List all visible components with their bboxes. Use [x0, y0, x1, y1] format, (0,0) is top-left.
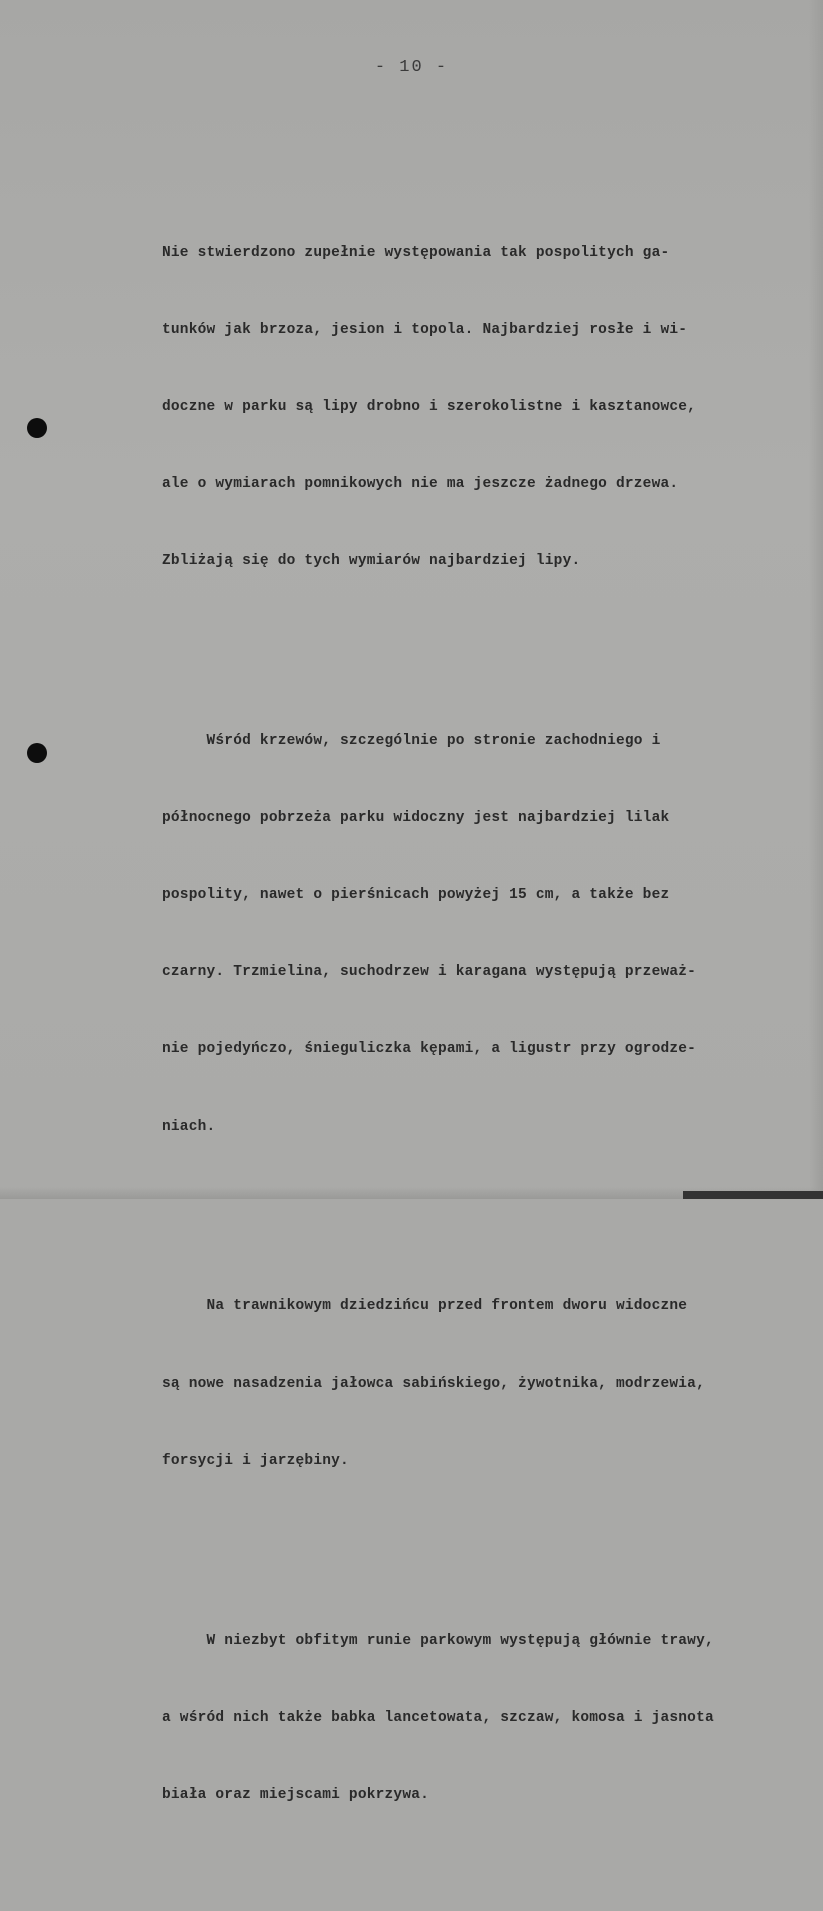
text-line: pospolity, nawet o pierśnicach powyżej 15 cm, a także bez	[162, 887, 670, 904]
page-number: - 10 -	[374, 58, 449, 77]
text-line: Nie stwierdzono zupełnie występowania tak pospolitych ga-	[162, 244, 670, 261]
text-line: W niezbyt obfitym runie parkowym występują głównie trawy,	[162, 1632, 714, 1649]
text-line: nie pojedyńczo, śnieguliczka kępami, a ligustr przy ogrodze-	[162, 1041, 697, 1058]
text-line: północnego pobrzeża parku widoczny jest najbardziej lilak	[162, 810, 670, 827]
typed-text-body	[162, 138, 822, 1911]
text-line: są nowe nasadzenia jałowca sabińskiego, żywotnika, modrzewia,	[162, 1375, 705, 1392]
text-line: ale o wymiarach pomnikowych nie ma jeszcze żadnego drzewa.	[162, 476, 679, 493]
text-line: biała oraz miejscami pokrzywa.	[162, 1786, 430, 1803]
paragraph-shrubs	[162, 678, 822, 1192]
text-line: Na trawnikowym dziedzińcu przed frontem dworu widoczne	[162, 1298, 688, 1315]
paragraph-trees	[162, 189, 822, 626]
text-line: forsycji i jarzębiny.	[162, 1452, 349, 1469]
text-line: tunków jak brzoza, jesion i topola. Najbardziej rosłe i wi-	[162, 321, 688, 338]
paragraph-undergrowth	[162, 1577, 822, 1860]
text-line: czarny. Trzmielina, suchodrzew i karagana występują przeważ-	[162, 964, 697, 981]
paragraph-courtyard	[162, 1243, 822, 1526]
punch-hole-lower	[27, 743, 47, 763]
text-line: a wśród nich także babka lancetowata, szczaw, komosa i jasnota	[162, 1709, 714, 1726]
text-line: doczne w parku są lipy drobno i szerokolistne i kasztanowce,	[162, 399, 697, 415]
text-line: Zbliżają się do tych wymiarów najbardziej lipy.	[162, 553, 581, 570]
punch-hole-upper	[27, 418, 47, 438]
text-line: niach.	[162, 1118, 216, 1135]
text-line: Wśród krzewów, szczególnie po stronie zachodniego i	[162, 733, 661, 750]
